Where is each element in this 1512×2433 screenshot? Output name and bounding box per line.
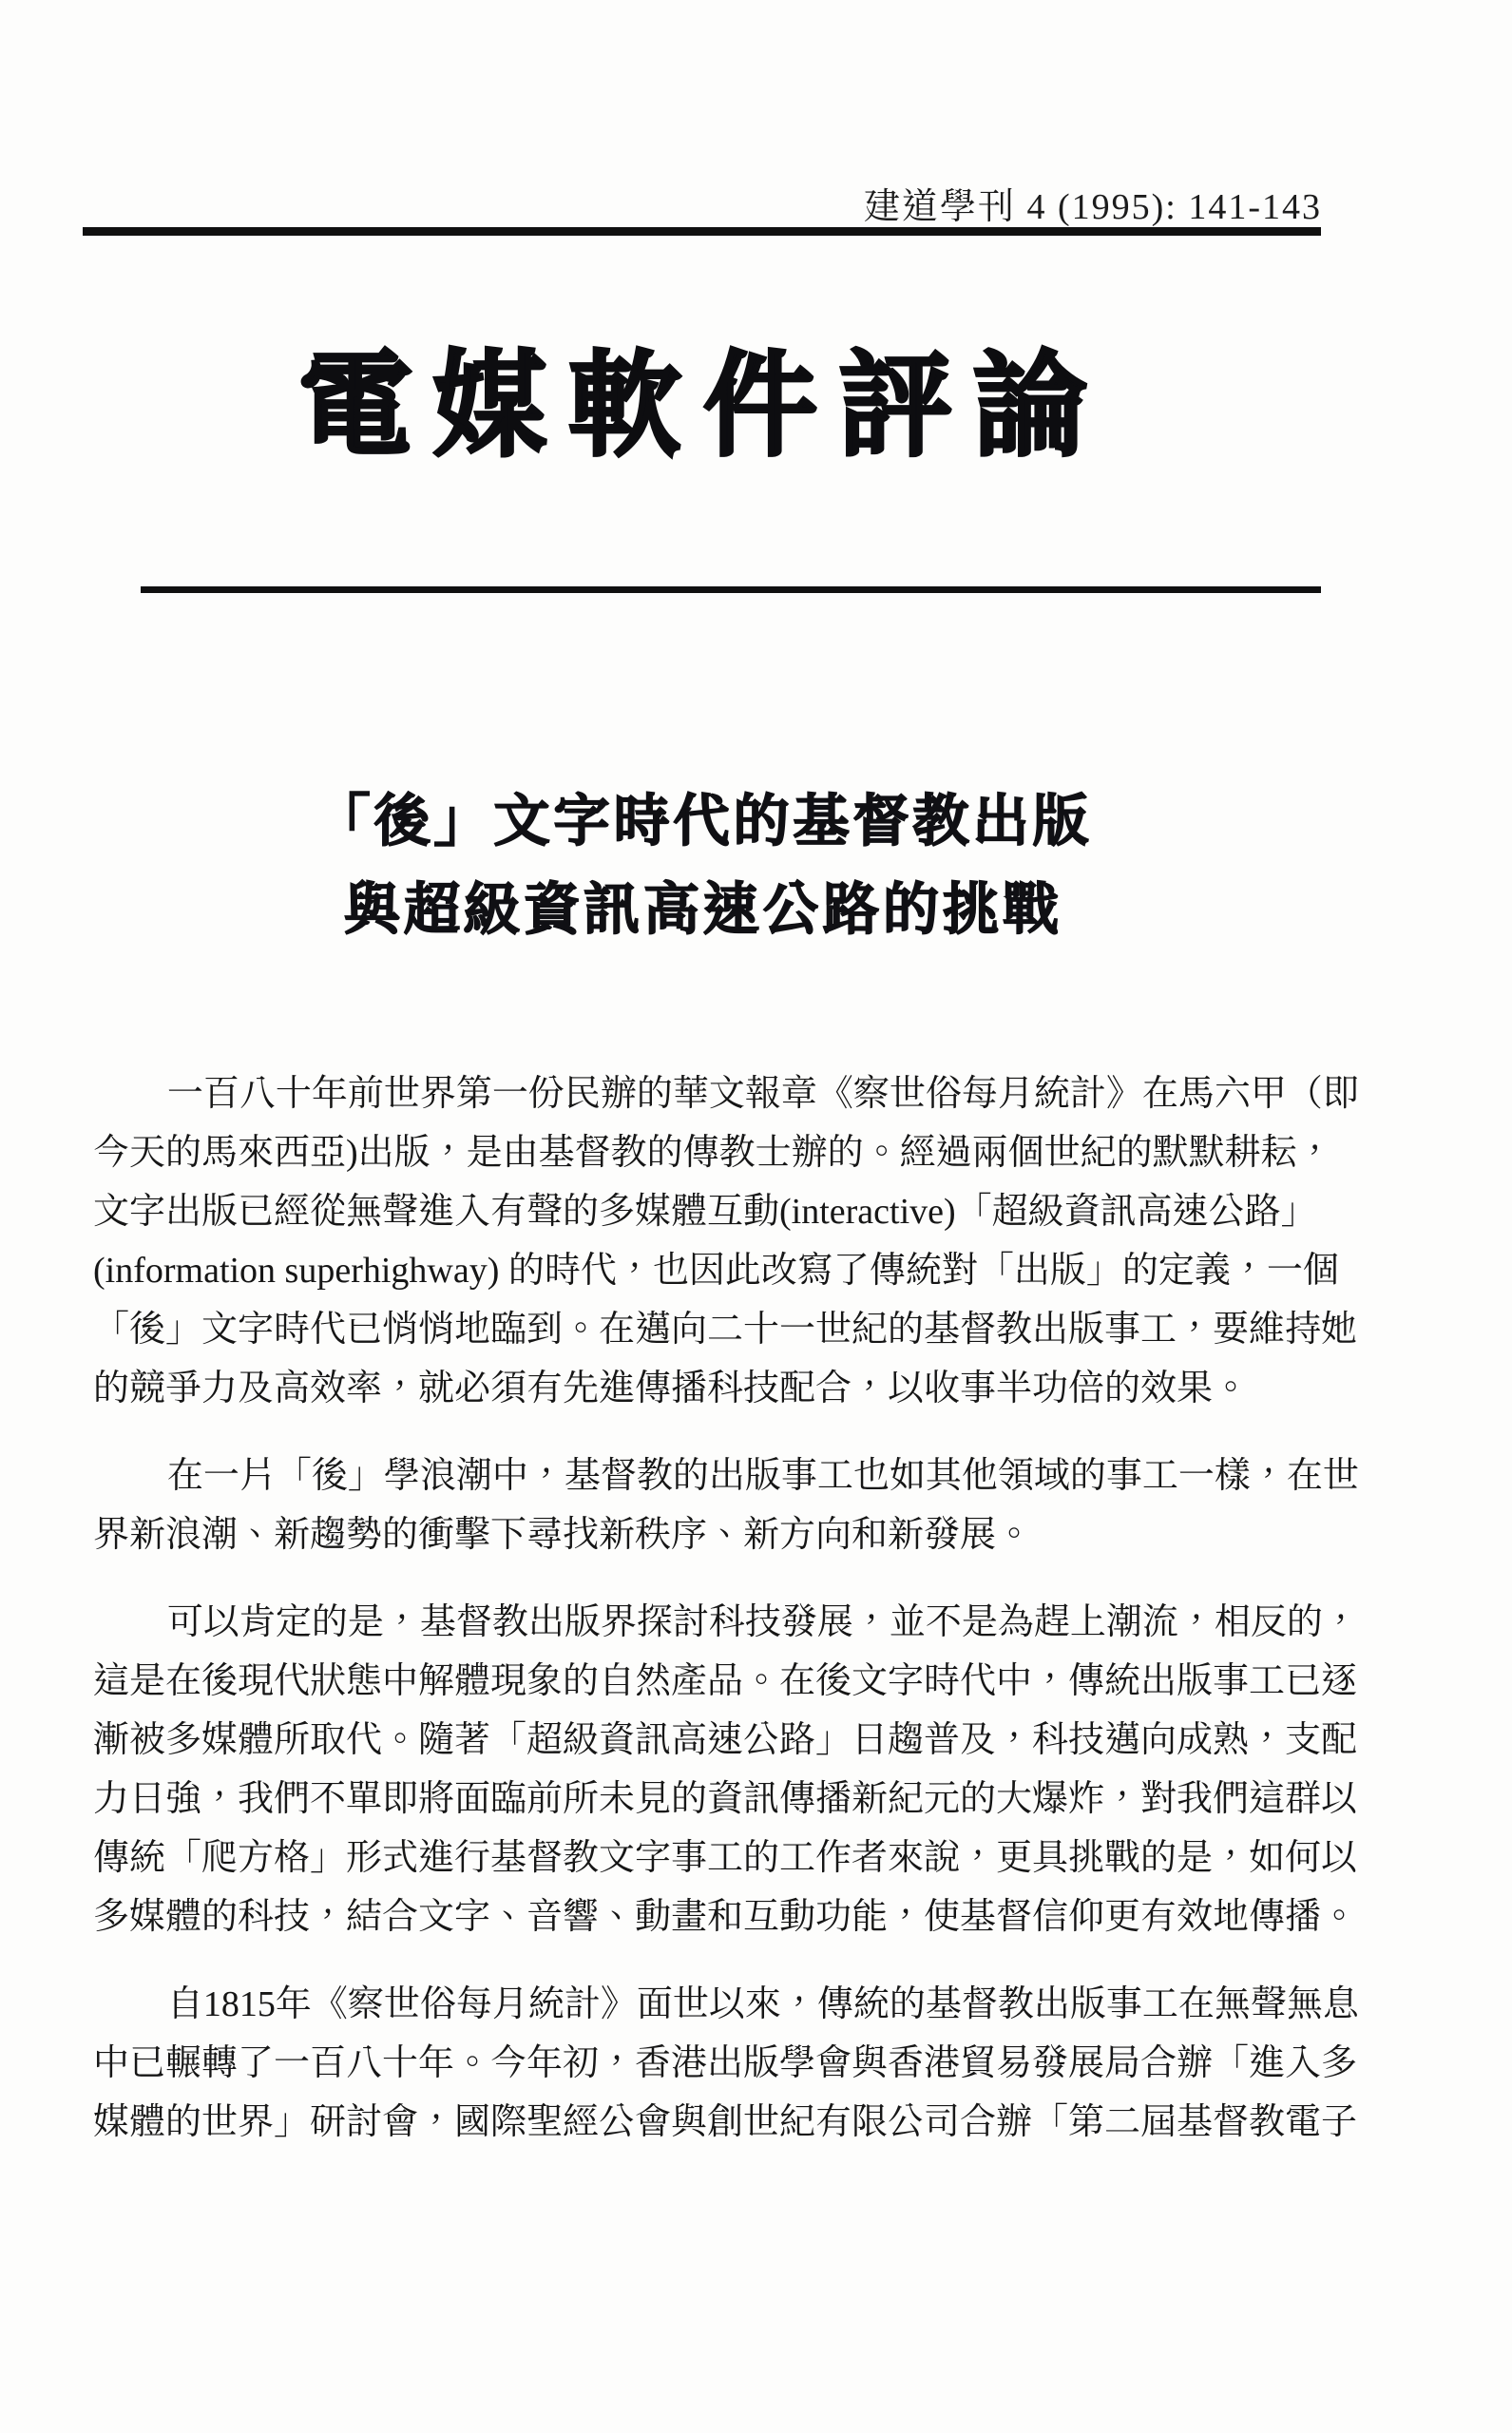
body-line: 可以肯定的是，基督教出版界探討科技發展，並不是為趕上潮流，相反的， (166, 1602, 1359, 1642)
paragraph (93, 1064, 1359, 1418)
body-line: 多媒體的科技，結合文字、音響、動畫和互動功能，使基督信仰更有效地傳播。 (93, 1897, 1358, 1937)
article-body (93, 1064, 1359, 2180)
body-line: 媒體的世界」研討會，國際聖經公會與創世紀有限公司合辦「第二屆基督教電子 (93, 2102, 1358, 2142)
body-line: 漸被多媒體所取代。隨著「超級資訊高速公路」日趨普及，科技邁向成熟，支配 (93, 1720, 1358, 1760)
paragraph (93, 1975, 1359, 2152)
subtitle-line-2: 與超級資訊高速公路的挑戰 (343, 878, 1062, 941)
body-line: 這是在後現代狀態中解體現象的自然產品。在後文字時代中，傳統出版事工已逐 (93, 1661, 1358, 1701)
article-subtitle (86, 777, 1321, 954)
body-line: 中已輾轉了一百八十年。今年初，香港出版學會與香港貿易發展局合辦「進入多 (93, 2043, 1358, 2083)
body-line: 一百八十年前世界第一份民辦的華文報章《察世俗每月統計》在馬六甲（即 (166, 1074, 1359, 1114)
body-line: 的競爭力及高效率，就必須有先進傳播科技配合，以收事半功倍的效果。 (93, 1369, 1250, 1408)
journal-header: 建道學刊 4 (1995): 141-143 (863, 187, 1322, 227)
paragraph (93, 1446, 1359, 1564)
header-rule (83, 227, 1321, 236)
body-line: 傳統「爬方格」形式進行基督教文字事工的工作者來說，更具挑戰的是，如何以 (93, 1838, 1358, 1878)
body-line: 在一片「後」學浪潮中，基督教的出版事工也如其他領域的事工一樣，在世 (166, 1456, 1359, 1496)
body-line: 界新浪潮、新趨勢的衝擊下尋找新秩序、新方向和新發展。 (93, 1515, 1033, 1555)
body-line: 「後」文字時代已悄悄地臨到。在邁向二十一世紀的基督教出版事工，要維持她 (93, 1310, 1358, 1350)
title-rule (141, 586, 1321, 593)
body-line: 自1815年《察世俗每月統計》面世以來，傳統的基督教出版事工在無聲無息 (166, 1984, 1359, 2024)
body-line: 文字出版已經從無聲進入有聲的多媒體互動(interactive)「超級資訊高速公路」 (93, 1192, 1317, 1232)
article-title: 電媒軟件評論 (298, 342, 1108, 469)
body-line: 今天的馬來西亞)出版，是由基督教的傳教士辦的。經過兩個世紀的默默耕耘， (93, 1133, 1333, 1173)
subtitle-line-1: 「後」文字時代的基督教出版 (314, 790, 1093, 853)
body-line: (information superhighway) 的時代，也因此改寫了傳統對「出版」的定義，一個 (93, 1251, 1339, 1291)
body-line: 力日強，我們不單即將面臨前所未見的資訊傳播新紀元的大爆炸，對我們這群以 (93, 1779, 1358, 1819)
paragraph (93, 1593, 1359, 1946)
